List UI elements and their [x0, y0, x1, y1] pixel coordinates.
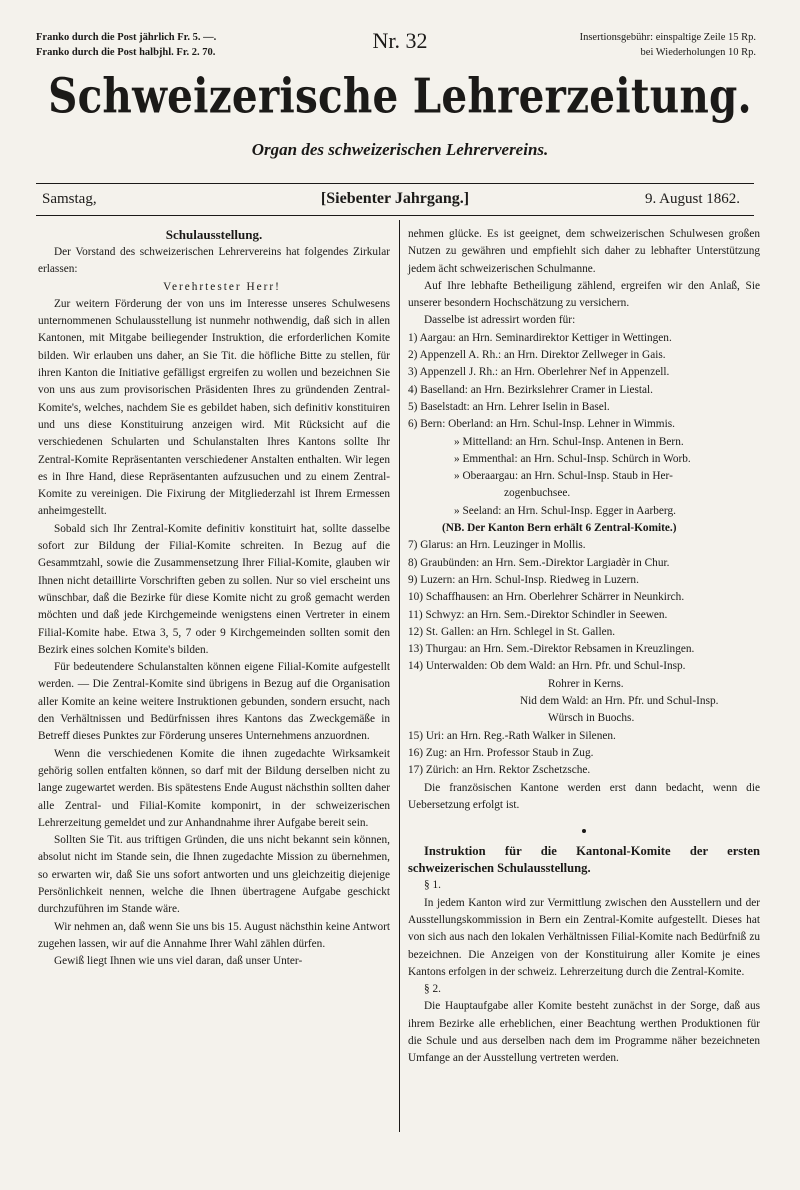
article-paragraph: Sobald sich Ihr Zentral-Komite definitiv konstituirt hat, sollte dasselbe sofort zur Bildung der Filial-Komite schreiten. In Bezug auf die Gesammtzahl, sowie die Zusammensetzung Ihrer Filial-Komite, glauben wir Ihnen nicht detaillirte Vorschriften geben zu sollen. Nur so viel erscheint uns wünschbar, daß die Bezirke für diese Komite nicht zu groß gemacht werden möchten und daß jede Kirchgemeinde wenigstens einen Vertreter in einem Filial-Komite habe. Etwa 3, 5, 7 oder 9 Kirchgemeinden sollten somit den Bezirk eines solchen Komite's bilden.	[38, 522, 390, 656]
right-column	[408, 226, 760, 1068]
newspaper-subtitle: Organ des schweizerischen Lehrervereins.	[251, 140, 549, 159]
volume: [Siebenter Jahrgang.]	[320, 190, 470, 207]
list-item: Würsch in Buochs.	[548, 712, 635, 725]
french-cantons-note: Die französischen Kantone werden erst dann bedacht, wenn die Uebersetzung erfolgt ist.	[408, 781, 760, 811]
list-item: » Emmenthal: an Hrn. Schul-Insp. Schürch in Worb.	[454, 452, 691, 465]
advertising-rates	[580, 30, 756, 60]
newspaper-title: Schweizerische Lehrerzeitung.	[48, 67, 752, 125]
list-item: 16) Zug: an Hrn. Professor Staub in Zug.	[408, 746, 594, 759]
section-number: § 1.	[424, 879, 441, 892]
article-paragraph: Zur weitern Förderung der von uns im Interesse unseres Schulwesens unternommenen Schulausstellung ist nunmehr nothwendig, daß sich in allen Kantonen, mit Mitgabe beiliegender Instruktion, die erforderlichen Komite bilden. Wir erlauben uns daher, an Sie Tit. die höfliche Bitte zu stellen, für ihren Kanton die Initiative gefälligst ergreifen zu wollen und bezeichnen Sie von uns aus zum provisorischen Präsidenten Ihres zu gründenden Zentral-Komite's, welches, nachdem Sie es gebildet haben, sich definitiv konstituiren und uns diese Konstituirung anzeigen wird. Mit Rücksicht auf die verschiedenen Schularten und Schulanstalten Ihres Kantons sollte Ihr Zentral-Komite Repräsentanten verschiedener Anstalten enthalten. Wir legen es in Ihre Hand, diese Repräsentanten aufzusuchen und zu einem Zentral-Komite zu vereinigen. Die Fixirung der Mitgliederzahl ist Ihrem Ermessen anheimgestellt.	[38, 297, 390, 518]
list-item: Rohrer in Kerns.	[548, 677, 624, 690]
salutation: Verehrtester Herr!	[163, 280, 281, 293]
article-paragraph: Wenn die verschiedenen Komite die ihnen zugedachte Wirksamkeit gehörig sollen entfalten können, so darf mit der Bildung derselben nicht zu lange zugewartet werden. Bis spätestens Ende August nächsthin sollten daher alle Zentral- und Filial-Komite komponirt, in der schweizerischen Lehrerzeitung gemeldet und zur Anhandnahme ihrer Aufgabe bereit sein.	[38, 747, 390, 829]
ad-rate-line-2: bei Wiederholungen 10 Rp.	[640, 47, 756, 58]
price-line-annual: Franko durch die Post jährlich Fr. 5. —.	[36, 32, 217, 43]
bottom-rule	[36, 215, 754, 216]
top-rule	[36, 183, 754, 184]
list-item: 1) Aargau: an Hrn. Seminardirektor Kettiger in Wettingen.	[408, 331, 672, 344]
issue-number: Nr. 32	[372, 28, 428, 53]
ad-rate-line-1: Insertionsgebühr: einspaltige Zeile 15 Rp.	[579, 32, 756, 43]
dateline	[36, 187, 754, 213]
weekday: Samstag,	[42, 191, 97, 207]
list-item: 11) Schwyz: an Hrn. Sem.-Direktor Schindler in Seewen.	[408, 608, 668, 621]
list-item: 14) Unterwalden: Ob dem Wald: an Hrn. Pfr. und Schul-Insp.	[408, 660, 686, 673]
article-paragraph: Wir nehmen an, daß wenn Sie uns bis 15. August nächsthin keine Antwort zugehen lassen, wir auf die Annahme Ihrer Wahl zählen dürfen.	[38, 920, 390, 950]
list-item: » Mittelland: an Hrn. Schul-Insp. Antenen in Bern.	[454, 435, 684, 448]
list-item: 13) Thurgau: an Hrn. Sem.-Direktor Rebsamen in Kreuzlingen.	[408, 643, 695, 656]
list-item: 8) Graubünden: an Hrn. Sem.-Direktor Largiadèr in Chur.	[408, 556, 670, 569]
issue-date: 9. August 1862.	[644, 191, 740, 207]
list-item: 6) Bern: Oberland: an Hrn. Schul-Insp. Lehner in Wimmis.	[408, 418, 675, 431]
list-item: » Seeland: an Hrn. Schul-Insp. Egger in Aarberg.	[454, 504, 676, 517]
section-text: In jedem Kanton wird zur Vermittlung zwischen den Ausstellern und der Ausstellungskommission in Bern ein Zentral-Komite aufgestellt. Dieses hat von sich aus nach den lokalen Verhältnissen Filial-Komite nach Bedürfniß zu bezeichnen. Die Anzeigen von der Konstituirung aller Komite je eines Kantons erfolgen in der schweiz. Lehrerzeitung durch die Zentral-Komite.	[408, 896, 760, 978]
list-item: Nid dem Wald: an Hrn. Pfr. und Schul-Insp.	[520, 695, 719, 708]
section-number: § 2.	[424, 983, 441, 996]
article-paragraph: Sollten Sie Tit. aus triftigen Gründen, die uns nicht bekannt sein können, absolut nicht im Stande sein, die Ihnen zugedachte Mission zu übernehmen, so erwarten wir, daß Sie uns sofort antworten und uns gleichzeitig diejenige Persönlichkeit nennen, welche die Ihnen übertragene Aufgabe geschickt durchzuführen im Stande wäre.	[38, 834, 390, 916]
article-intro: Der Vorstand des schweizerischen Lehrervereins hat folgendes Zirkular erlassen:	[38, 246, 390, 276]
list-item: zogenbuchsee.	[504, 487, 571, 500]
recipient-list	[408, 330, 760, 780]
list-item: 15) Uri: an Hrn. Reg.-Rath Walker in Silenen.	[408, 729, 616, 742]
list-item: » Oberaargau: an Hrn. Schul-Insp. Staub in Her-	[454, 470, 673, 483]
list-item: 7) Glarus: an Hrn. Leuzinger in Mollis.	[408, 539, 586, 552]
note-bern: (NB. Der Kanton Bern erhält 6 Zentral-Komite.)	[442, 522, 677, 535]
price-line-half-year: Franko durch die Post halbjhl. Fr. 2. 70.	[36, 47, 216, 58]
section-text: Die Hauptaufgabe aller Komite besteht zunächst in der Sorge, daß aus ihrem Bezirke alle erheblichen, einer Beachtung werthen Produktionen für die Schule und aus derselben nach dem im Programme näher bezeichneten Umfange an der Ausstellung vertreten werden.	[408, 1000, 760, 1065]
list-item: 9) Luzern: an Hrn. Schul-Insp. Riedweg in Luzern.	[408, 573, 639, 586]
left-column	[38, 226, 390, 970]
list-item: 17) Zürich: an Hrn. Rektor Zschetzsche.	[408, 764, 591, 777]
continuation-paragraph: nehmen glücke. Es ist geeignet, dem schweizerischen Schulwesen großen Nutzen zu gewähren und empfiehlt sich daher zu lebhafter Unterstützung jedem ächt schweizerischen Schulmanne.	[408, 228, 760, 275]
list-item: 12) St. Gallen: an Hrn. Schlegel in St. Gallen.	[408, 625, 616, 638]
closing-paragraph: Auf Ihre lebhafte Betheiligung zählend, ergreifen wir den Anlaß, Sie unserer besondern Hochschätzung zu versichern.	[408, 279, 760, 310]
article-heading: Schulausstellung.	[165, 227, 263, 242]
list-item: 5) Baselstadt: an Hrn. Lehrer Iselin in Basel.	[408, 400, 610, 413]
list-item: 3) Appenzell J. Rh.: an Hrn. Oberlehrer Nef in Appenzell.	[408, 366, 670, 379]
column-separator	[399, 220, 400, 1132]
article-paragraph: Für bedeutendere Schulanstalten können eigene Filial-Komite aufgestellt werden. — Die Zentral-Komite sind übrigens in Bezug auf die Organisation aller Komite an keine weitere Instruktionen gebunden, sondern ersucht, nach den Verhältnissen und Bedürfnissen ihres Kantons das Zweckgemäße in Betreff dieses Punktes zur Förderung unseres Unternehmens anzuordnen.	[38, 661, 390, 743]
article-paragraph: Gewiß liegt Ihnen wie uns viel daran, daß unser Unter-	[54, 955, 303, 968]
list-item: 4) Baselland: an Hrn. Bezirkslehrer Cramer in Liestal.	[408, 383, 653, 396]
recipient-list-intro: Dasselbe ist adressirt worden für:	[424, 314, 576, 327]
section-separator	[408, 822, 760, 839]
list-item: 2) Appenzell A. Rh.: an Hrn. Direktor Zellweger in Gais.	[408, 349, 666, 362]
instruction-heading: Instruktion für die Kantonal-Komite der ersten schweizerischen Schulausstellung.	[408, 844, 760, 876]
list-item: 10) Schaffhausen: an Hrn. Oberlehrer Schärrer in Neunkirch.	[408, 591, 685, 604]
